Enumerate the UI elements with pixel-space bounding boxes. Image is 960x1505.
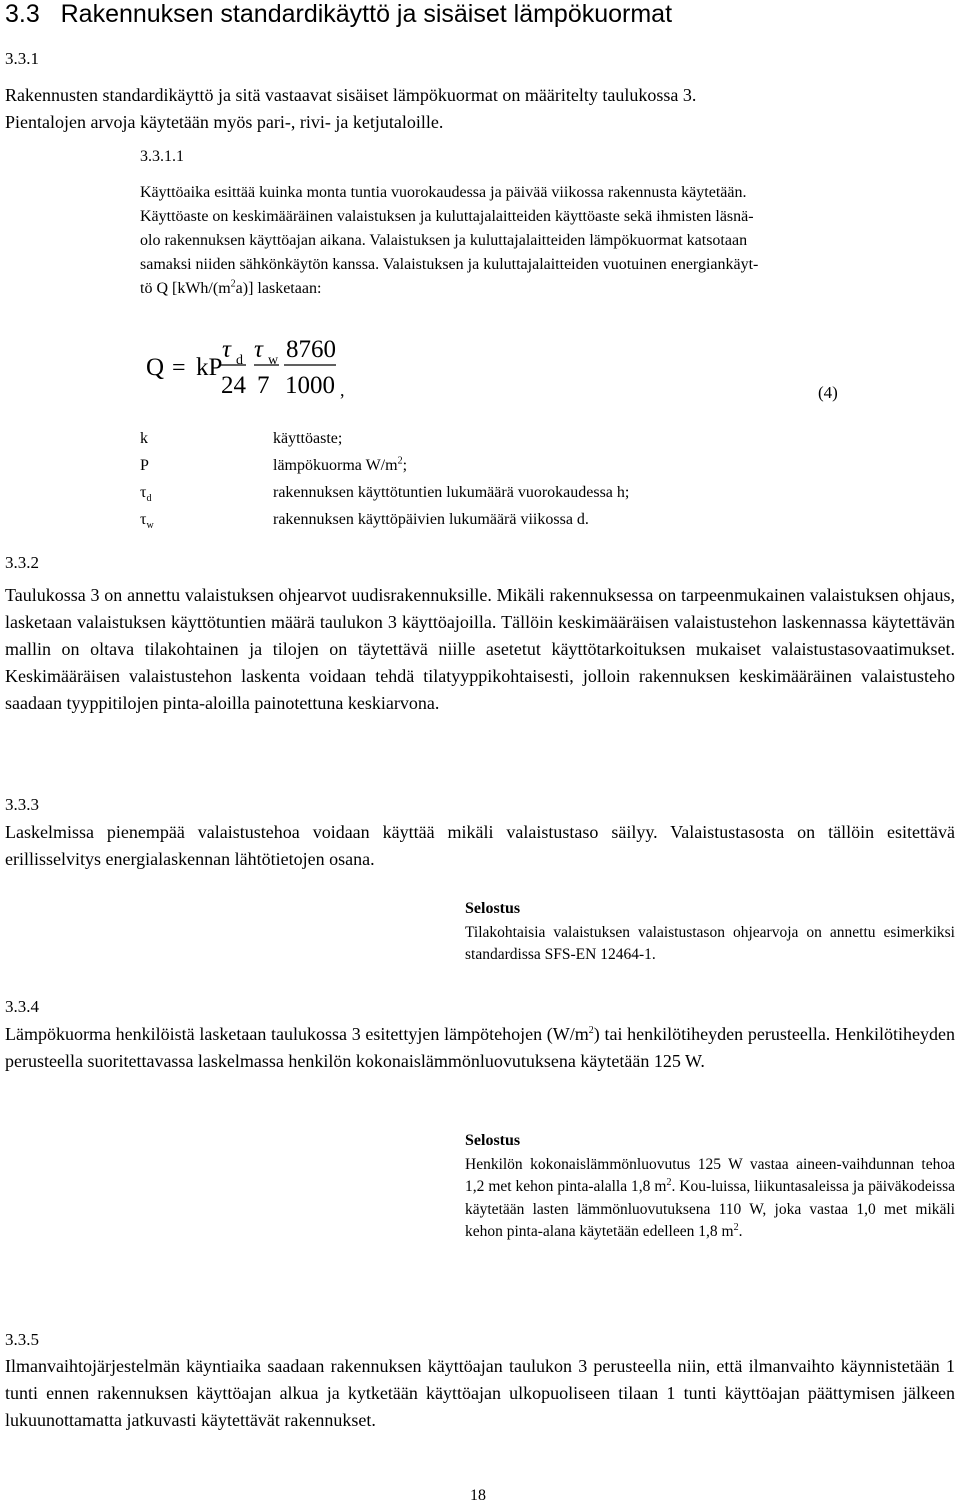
formula-comma: ,	[340, 380, 345, 400]
def-text: lämpökuorma $W/m^2$;	[273, 455, 408, 474]
selostus-box-1	[465, 898, 955, 967]
formula-den-24: 24	[221, 372, 246, 399]
selostus-text: Henkilön kokonaislämmönluovutus 125 W vastaa aineen-vaihdunnan tehoa 1,2 met kehon pinta-alalla 1,8 $m^2$. Kou-luissa, liikuntasaleissa ja päiväkodeissa käytetään lasten lämmönluovutuksena 110 W, joka vastaa 1,0 met mikäli kehon pinta-alana käytetään edelleen 1,8 $m^2$.	[465, 1155, 956, 1240]
text-line: olo rakennuksen käyttöajan aikana. Valaistuksen ja kuluttajalaitteiden lämpökuormat katsotaan	[140, 232, 748, 249]
section-3-3-4-text: Lämpökuorma henkilöistä lasketaan taulukossa 3 esitettyjen lämpötehojen $(W/m^2)$ tai henkilötiheyden perusteella. Henkilötiheyden perusteella suoritettavassa laskelmassa henkilön kokonaislämmönluovutuksena käytetään 125 W.	[5, 1024, 955, 1071]
def-symbol: k	[140, 430, 148, 447]
selostus-title: Selostus	[465, 900, 521, 917]
heading-title: Rakennuksen standardikäyttö ja sisäiset lämpökuormat	[60, 0, 673, 28]
formula-eq: =	[172, 355, 186, 381]
formula-4	[140, 330, 860, 410]
formula-sub-d: d	[236, 353, 243, 368]
equation-number: (4)	[818, 383, 838, 402]
formula-coef: kP	[196, 354, 223, 381]
section-number-3-3-1-1: 3.3.1.1	[140, 148, 184, 165]
text-line: tö Q $[kWh/(m^2a)]$ lasketaan:	[140, 278, 322, 297]
selostus-title: Selostus	[465, 1132, 521, 1149]
def-symbol: P	[140, 457, 149, 474]
section-3-3-1-1-text	[140, 181, 758, 301]
section-number-3-3-4: 3.3.4	[5, 997, 39, 1016]
section-number-3-3-3: 3.3.3	[5, 795, 39, 814]
text-line: Käyttöaste on keskimääräinen valaistuksen ja kuluttajalaitteiden käyttöaste sekä ihmisten läsnä-	[140, 208, 754, 225]
def-text: rakennuksen käyttötuntien lukumäärä vuorokaudessa h;	[273, 484, 630, 501]
section-3-3-5-text: Ilmanvaihtojärjestelmän käyntiaika saadaan rakennuksen käyttöajan taulukon 3 perusteella niin, että ilmanvaihto käynnistetään 1 tunti ennen rakennuksen käyttöajan alkua ja kytketään käyttöajan ulkopuoliseen tilaan 1 tunti käyttöajan päättymisen jälkeen lukuunottamatta jatkuvasti käytettävät rakennukset.	[5, 1356, 955, 1430]
selostus-box-2	[465, 1130, 955, 1244]
text-line: Käyttöaika esittää kuinka monta tuntia vuorokaudessa ja päivää viikossa rakennusta käytetään.	[140, 184, 747, 201]
formula-num-8760: 8760	[286, 336, 336, 363]
def-symbol: $\tau_d$	[140, 484, 152, 505]
formula-sub-w: w	[268, 353, 279, 368]
def-symbol: $\tau_w$	[140, 511, 154, 532]
selostus-text: Tilakohtaisia valaistuksen valaistustason ohjearvoja on annettu esimerkiksi standardissa SFS-EN 12464-1.	[465, 923, 955, 963]
def-text: rakennuksen käyttöpäivien lukumäärä viikossa d.	[273, 511, 589, 528]
page-number: 18	[470, 1487, 486, 1504]
text-line: samaksi niiden sähkönkäytön kanssa. Valaistuksen ja kuluttajalaitteiden vuotuinen energiankäyt-	[140, 256, 759, 273]
section-number-3-3-2: 3.3.2	[5, 553, 39, 572]
formula-den-7: 7	[257, 372, 270, 399]
formula-den-1000: 1000	[285, 372, 335, 399]
section-3-3-3-text: Laskelmissa pienempää valaistustehoa voidaan käyttää mikäli valaistustaso säilyy. Valaistustasosta on tällöin esitettävä erillisselvitys energialaskennan lähtötietojen osana.	[5, 822, 955, 869]
formula-tau-d: τ	[222, 336, 231, 363]
heading-number: 3.3	[5, 0, 40, 28]
text-line: Rakennusten standardikäyttö ja sitä vastaavat sisäiset lämpökuormat on määritelty taulukossa 3.	[5, 85, 697, 105]
section-heading	[5, 0, 672, 29]
section-3-3-1-text	[5, 82, 696, 136]
formula-lhs: Q	[146, 354, 165, 381]
formula-tau-w: τ	[254, 336, 263, 363]
def-text: käyttöaste;	[273, 430, 343, 447]
section-number-3-3-1: 3.3.1	[5, 49, 39, 68]
section-number-3-3-5: 3.3.5	[5, 1330, 39, 1349]
text-line: Pientalojen arvoja käytetään myös pari-, rivi- ja ketjutaloille.	[5, 112, 444, 132]
section-3-3-2-text: Taulukossa 3 on annettu valaistuksen ohjearvot uudisrakennuksille. Mikäli rakennuksessa on tarpeenmukainen valaistuksen ohjaus, lasketaan valaistuksen käyttötuntien määrä taulukon 3 käyttöajoilla. Tällöin keskimääräisen valaistustehon laskennassa käytettävän mallin on oltava tilakohtainen ja tilojen on täytettävä niille asetetut käyttötarkoituksen mukaiset valaistustasovaatimukset. Keskimääräisen valaistustehon laskenta voidaan tehdä tilatyyppikohtaisesti, jolloin rakennuksen keskimääräinen valaistusteho saadaan tyyppitilojen pinta-aloilla painotettuna keskiarvona.	[5, 585, 955, 713]
